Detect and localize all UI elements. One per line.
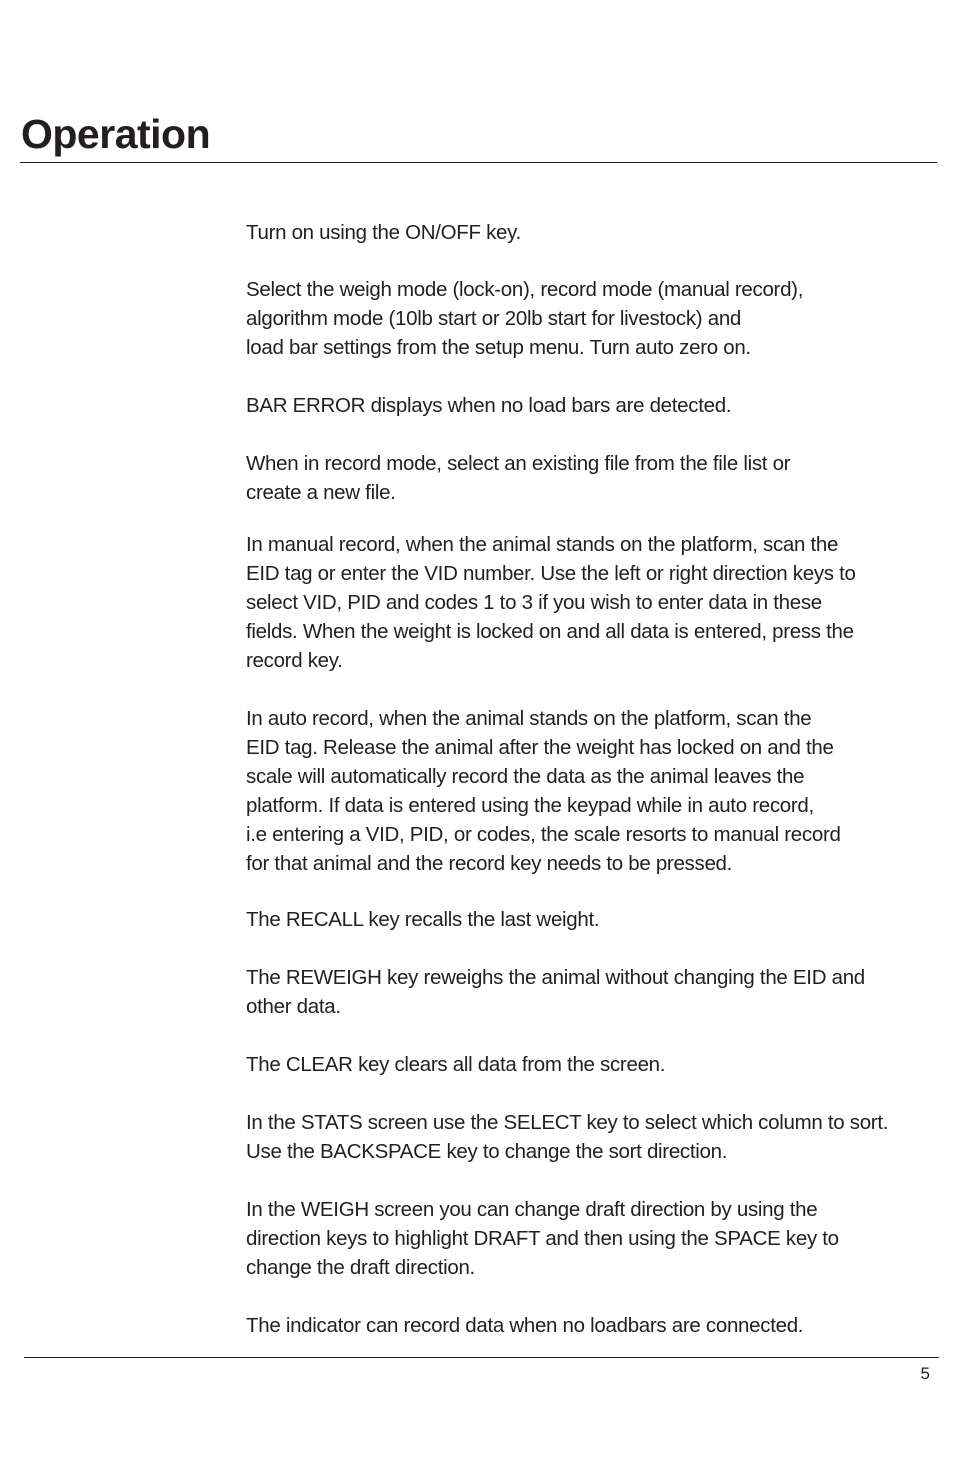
text-line: direction keys to highlight DRAFT and then using the SPACE key to <box>246 1227 839 1250</box>
text-line: When in record mode, select an existing file from the file list or <box>246 452 791 475</box>
text-line: Select the weigh mode (lock-on), record mode (manual record), <box>246 278 804 301</box>
paragraph-setup-menu <box>246 275 803 362</box>
text-line: In the STATS screen use the SELECT key to select which column to sort. <box>246 1111 889 1134</box>
paragraph-reweigh-key <box>246 963 865 1021</box>
text-line: i.e entering a VID, PID, or codes, the scale resorts to manual record <box>246 823 841 846</box>
text-line: other data. <box>246 995 341 1018</box>
title-divider <box>20 162 937 163</box>
paragraph-manual-record <box>246 530 856 675</box>
text-line: The REWEIGH key reweighs the animal without changing the EID and <box>246 966 865 989</box>
paragraph-bar-error <box>246 391 731 420</box>
paragraph-clear-key <box>246 1050 665 1079</box>
text-line: EID tag. Release the animal after the weight has locked on and the <box>246 736 834 759</box>
text-line: BAR ERROR displays when no load bars are detected. <box>246 394 732 417</box>
page-title: Operation <box>21 111 211 157</box>
text-line: Turn on using the ON/OFF key. <box>246 221 521 244</box>
paragraph-stats-screen <box>246 1108 888 1166</box>
paragraph-no-loadbars <box>246 1311 803 1340</box>
text-line: record key. <box>246 649 343 672</box>
footer-divider <box>24 1357 939 1358</box>
text-line: EID tag or enter the VID number. Use the left or right direction keys to <box>246 562 856 585</box>
text-line: algorithm mode (10lb start or 20lb start for livestock) and <box>246 307 742 330</box>
text-line: The indicator can record data when no loadbars are connected. <box>246 1314 804 1337</box>
text-line: create a new file. <box>246 481 396 504</box>
page-number: 5 <box>920 1364 930 1383</box>
text-line: platform. If data is entered using the keypad while in auto record, <box>246 794 814 817</box>
text-line: load bar settings from the setup menu. Turn auto zero on. <box>246 336 751 359</box>
text-line: change the draft direction. <box>246 1256 475 1279</box>
text-line: scale will automatically record the data as the animal leaves the <box>246 765 805 788</box>
paragraph-weigh-screen-draft <box>246 1195 839 1282</box>
text-line: select VID, PID and codes 1 to 3 if you wish to enter data in these <box>246 591 822 614</box>
text-line: fields. When the weight is locked on and all data is entered, press the <box>246 620 854 643</box>
text-line: The CLEAR key clears all data from the screen. <box>246 1053 666 1076</box>
paragraph-record-mode-file <box>246 449 790 507</box>
paragraph-recall-key <box>246 905 599 934</box>
text-line: In the WEIGH screen you can change draft direction by using the <box>246 1198 818 1221</box>
text-line: In auto record, when the animal stands on the platform, scan the <box>246 707 812 730</box>
text-line: In manual record, when the animal stands on the platform, scan the <box>246 533 839 556</box>
paragraph-power-on <box>246 218 521 247</box>
text-line: for that animal and the record key needs to be pressed. <box>246 852 733 875</box>
paragraph-auto-record <box>246 704 841 878</box>
text-line: The RECALL key recalls the last weight. <box>246 908 600 931</box>
text-line: Use the BACKSPACE key to change the sort direction. <box>246 1140 728 1163</box>
